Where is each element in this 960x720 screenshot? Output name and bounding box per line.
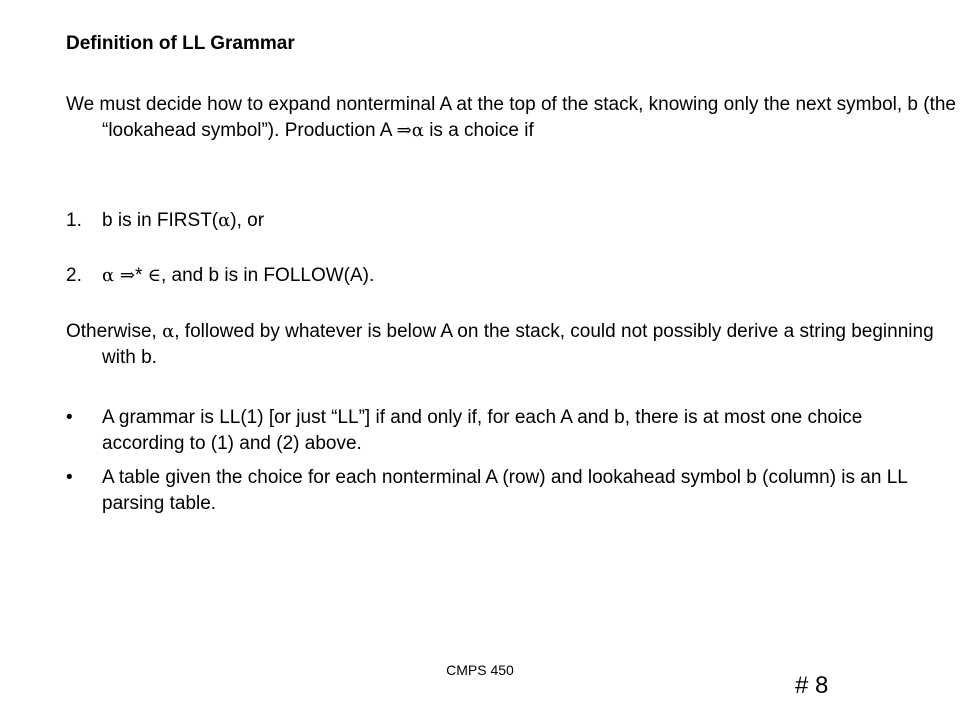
footer-course: CMPS 450 — [446, 662, 514, 678]
alpha-symbol: α — [218, 210, 231, 231]
intro-text-2: is a choice if — [423, 120, 534, 141]
condition-1-marker: 1. — [66, 210, 82, 231]
bullet-item-ll1-definition — [66, 405, 926, 457]
epsilon-symbol: ∈ — [147, 265, 161, 286]
alpha-symbol: α — [102, 265, 115, 286]
slide-title: Definition of LL Grammar — [66, 33, 295, 54]
condition-1 — [66, 208, 264, 234]
alpha-symbol: α — [162, 321, 175, 342]
otherwise-text-2: , followed by whatever is below A on the stack, could not possibly derive a string beginning with b. — [102, 321, 934, 368]
intro-paragraph — [66, 92, 960, 144]
intro-text-1: We must decide how to expand nonterminal A at the top of the stack, knowing only the next symbol, b (the “lookahead symbol”). Production A — [66, 94, 956, 141]
otherwise-paragraph — [66, 319, 960, 371]
bullet-icon: • — [66, 407, 73, 428]
otherwise-text-1: Otherwise, — [66, 321, 163, 342]
bullet-text: A grammar is LL(1) [or just “LL”] if and only if, for each A and b, there is at most one choice according to (1) and (2) above. — [102, 407, 863, 454]
alpha-symbol: α — [411, 120, 424, 141]
star-symbol: * — [134, 265, 148, 286]
condition-1-text-2: ), or — [230, 210, 265, 231]
bullet-item-ll-parsing-table — [66, 465, 926, 517]
bullet-text: A table given the choice for each nonterminal A (row) and lookahead symbol b (column) is an LL parsing table. — [102, 467, 908, 514]
page-number: # 8 — [795, 672, 829, 699]
condition-2-text: , and b is in FOLLOW(A). — [160, 265, 375, 286]
bullet-icon: • — [66, 467, 73, 488]
implies-arrow-symbol: ⇒ — [114, 265, 135, 286]
condition-1-text-1: b is in FIRST( — [102, 210, 219, 231]
condition-2 — [66, 263, 374, 289]
condition-2-marker: 2. — [66, 265, 82, 286]
implies-arrow-symbol: ⇒ — [396, 120, 412, 141]
